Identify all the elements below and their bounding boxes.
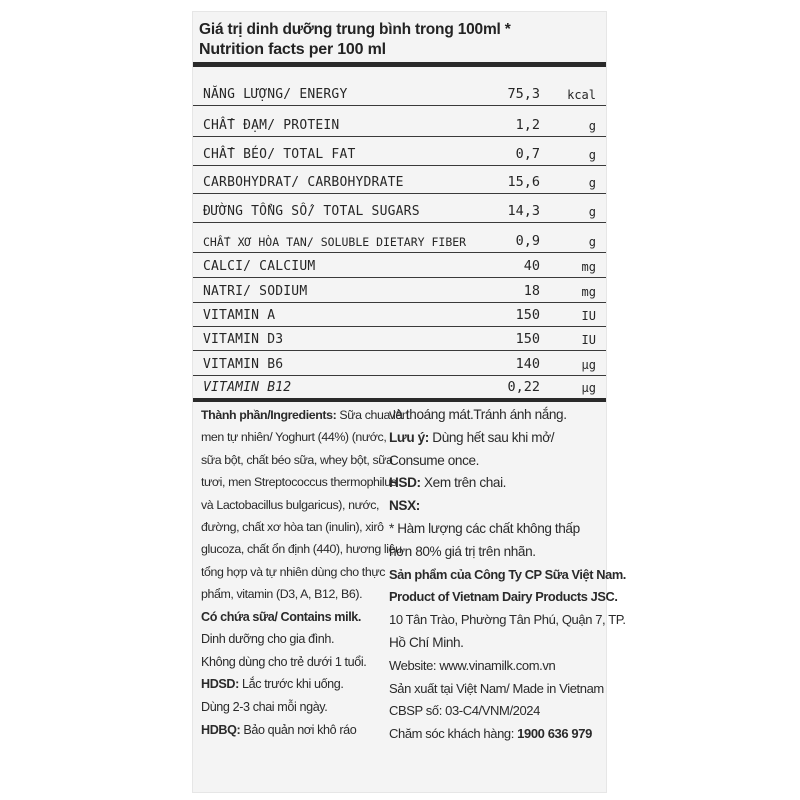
manufacture-date: NSX: xyxy=(389,498,420,514)
nutrition-row xyxy=(193,253,606,278)
nutrient-value: 75,3 xyxy=(507,86,540,102)
registration-number: CBSP số: 03-C4/VNM/2024 xyxy=(389,703,540,719)
storage-instructions: HDBQ: Bảo quản nơi khô ráo xyxy=(201,722,357,737)
storage-continued: và thoáng mát.Tránh ánh nắng. xyxy=(389,407,567,422)
nutrient-unit: g xyxy=(588,205,596,219)
right-text-column xyxy=(389,404,626,746)
nutrition-row xyxy=(193,137,606,166)
nutrient-unit: mg xyxy=(581,260,596,274)
nutrient-unit: IU xyxy=(581,309,596,323)
ingredients-line: Thành phần/Ingredients: Sữa chua lên xyxy=(201,408,409,422)
ingredients-line: glucoza, chất ổn định (440), hương liệu xyxy=(201,542,402,557)
ingredients-line: đường, chất xơ hòa tan (inulin), xirô xyxy=(201,520,384,535)
nutrient-name: CARBOHYDRAT/ CARBOHYDRATE xyxy=(203,175,404,190)
nutrient-value: 40 xyxy=(523,258,540,274)
nutrient-name: NĂNG LƯỢNG/ ENERGY xyxy=(203,87,348,102)
nutrient-value: 150 xyxy=(515,307,540,323)
ingredients-line: sữa bột, chất béo sữa, whey bột, sữa xyxy=(201,452,393,467)
nutrient-unit: g xyxy=(588,235,596,249)
nutrition-row xyxy=(193,223,606,253)
nutrient-unit: µg xyxy=(581,358,596,372)
nutrient-name: ĐƯỜNG TỔNG SỐ/ TOTAL SUGARS xyxy=(203,204,420,219)
top-divider xyxy=(193,62,606,67)
ingredients-line: phẩm, vitamin (D3, A, B12, B6). xyxy=(201,587,363,602)
nutrient-value: 140 xyxy=(515,356,540,372)
contains-milk: Có chứa sữa/ Contains milk. xyxy=(201,609,362,624)
ingredients-line: men tự nhiên/ Yoghurt (44%) (nước, xyxy=(201,430,387,445)
nutrient-unit: g xyxy=(588,148,596,162)
made-in: Sản xuất tại Việt Nam/ Made in Vietnam xyxy=(389,680,604,696)
footnote: hơn 80% giá trị trên nhãn. xyxy=(389,543,536,559)
nutrition-row xyxy=(193,376,606,402)
family-nutrition: Dinh dưỡng cho gia đình. xyxy=(201,632,335,647)
daily-dose: Dùng 2-3 chai mỗi ngày. xyxy=(201,700,328,715)
nutrient-value: 1,2 xyxy=(515,117,540,133)
address: Hồ Chí Minh. xyxy=(389,634,464,650)
nutrition-label xyxy=(193,12,626,792)
usage-note: Lưu ý: Dùng hết sau khi mở/ xyxy=(389,429,555,445)
nutrient-name: VITAMIN B12 xyxy=(203,380,292,395)
consume-once: Consume once. xyxy=(389,452,480,468)
nutrient-name: VITAMIN A xyxy=(203,308,276,323)
nutrient-value: 150 xyxy=(515,331,540,347)
ingredients-line: tươi, men Streptococcus thermophilus xyxy=(201,475,397,490)
nutrient-name: CHẤT XƠ HÒA TAN/ SOLUBLE DIETARY FIBER xyxy=(203,235,467,249)
nutrition-row xyxy=(193,194,606,223)
manufacturer-en: Product of Vietnam Dairy Products JSC. xyxy=(389,589,618,605)
customer-care: Chăm sóc khách hàng: 1900 636 979 xyxy=(389,726,592,742)
nutrient-value: 15,6 xyxy=(507,174,540,190)
nutrient-unit: g xyxy=(588,176,596,190)
nutrient-unit: µg xyxy=(581,381,596,395)
nutrient-unit: g xyxy=(588,119,596,133)
nutrient-value: 0,7 xyxy=(515,146,540,162)
ingredients-label: Thành phần/Ingredients: xyxy=(201,408,337,422)
nutrition-row xyxy=(193,106,606,137)
label-text-columns xyxy=(193,404,626,792)
nutrition-row xyxy=(193,278,606,303)
nutrition-row xyxy=(193,327,606,351)
footnote: * Hàm lượng các chất không thấp xyxy=(389,520,580,536)
nutrient-value: 0,9 xyxy=(515,233,540,249)
nutrient-unit: IU xyxy=(581,333,596,347)
nutrient-value: 18 xyxy=(523,283,540,299)
nutrition-row xyxy=(193,84,606,106)
nutrition-row xyxy=(193,303,606,327)
nutrient-unit: mg xyxy=(581,285,596,299)
nutrient-name: NATRI/ SODIUM xyxy=(203,284,308,299)
nutrient-unit: kcal xyxy=(567,88,596,102)
nutrient-name: CHẤT ĐẠM/ PROTEIN xyxy=(203,118,340,133)
website: Website: www.vinamilk.com.vn xyxy=(389,657,556,673)
nutrient-name: CHẤT BÉO/ TOTAL FAT xyxy=(203,147,356,162)
address: 10 Tân Trào, Phường Tân Phú, Quận 7, TP. xyxy=(389,612,626,628)
expiry-date: HSD: Xem trên chai. xyxy=(389,475,507,491)
usage-instructions: HDSD: Lắc trước khi uống. xyxy=(201,677,344,692)
nutrient-name: CALCI/ CALCIUM xyxy=(203,259,316,274)
title-vietnamese: Giá trị dinh dưỡng trung bình trong 100ml * xyxy=(199,21,511,38)
nutrient-name: VITAMIN D3 xyxy=(203,332,284,347)
nutrient-value: 0,22 xyxy=(507,379,540,395)
nutrition-row xyxy=(193,166,606,194)
nutrition-row xyxy=(193,351,606,376)
ingredients-line: tổng hợp và tự nhiên dùng cho thực xyxy=(201,564,386,579)
nutrient-value: 14,3 xyxy=(507,203,540,219)
nutrient-name: VITAMIN B6 xyxy=(203,357,284,372)
ingredients-line: và Lactobacillus bulgaricus), nước, xyxy=(201,497,380,512)
manufacturer-vi: Sản phẩm của Công Ty CP Sữa Việt Nam. xyxy=(389,566,626,582)
title-english: Nutrition facts per 100 ml xyxy=(199,41,386,58)
age-warning: Không dùng cho trẻ dưới 1 tuổi. xyxy=(201,654,367,669)
